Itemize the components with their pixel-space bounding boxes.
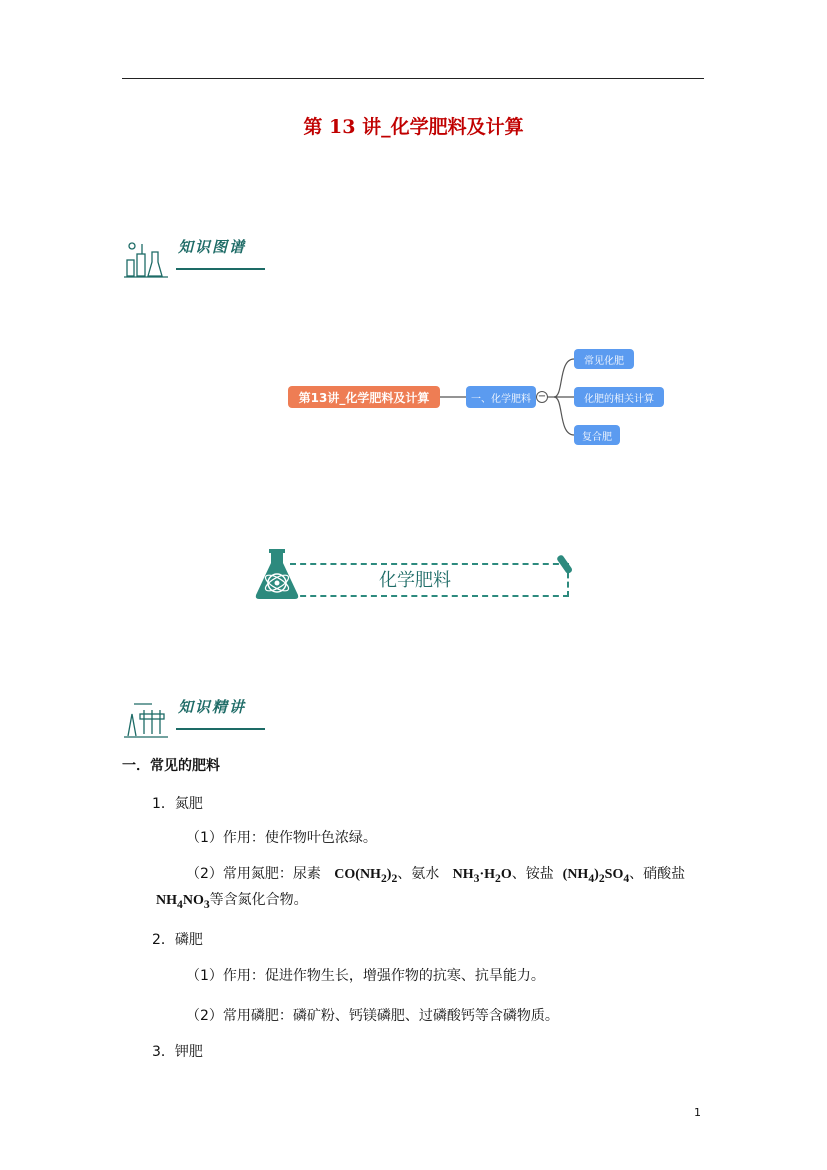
section-underline <box>176 268 265 270</box>
collapse-toggle-icon[interactable]: − <box>537 391 547 402</box>
content-heading: 一．常见的肥料 <box>122 758 220 774</box>
formula-ammonia: $NH_3\cdot H_2O$ <box>452 867 512 885</box>
page-title: 第 13 讲_化学肥料及计算 <box>303 116 524 138</box>
section-label: 知识精讲 <box>178 698 247 716</box>
item-phosphorus: 2．磷肥 <box>152 932 203 948</box>
item-phosphorus-function: （1）作用：促进作物生长，增强作物的抗寒、抗旱能力。 <box>186 968 545 984</box>
page-number: 1 <box>694 1106 701 1119</box>
section-underline <box>176 728 265 730</box>
item-phosphorus-common: （2）常用磷肥：磷矿粉、钙镁磷肥、过磷酸钙等含磷物质。 <box>186 1008 559 1024</box>
text: 、硝酸盐 <box>629 866 686 882</box>
item-nitrogen-common-cont <box>156 890 308 915</box>
mindmap-leaf-calc[interactable]: 化肥的相关计算 <box>574 387 664 407</box>
text: 、氨水 <box>397 866 440 882</box>
item-nitrogen-common <box>186 864 685 889</box>
mindmap-node-fertilizer[interactable]: 一、化学肥料 <box>466 386 536 408</box>
formula-ammonium-nitrate: $NH_4NO_3$ <box>156 893 210 911</box>
test-tube-rack-icon <box>124 700 168 738</box>
text: 、铵盐 <box>511 866 554 882</box>
mindmap-leaf-compound[interactable]: 复合肥 <box>574 425 620 445</box>
section-label: 知识图谱 <box>178 238 247 256</box>
section-knowledge-explain <box>122 692 272 742</box>
item-nitrogen-function: （1）作用：使作物叶色浓绿。 <box>186 830 377 846</box>
section-knowledge-map <box>122 232 272 282</box>
formula-urea: $CO(NH_2)_2$ <box>334 867 398 885</box>
header-rule <box>122 78 704 79</box>
text: （2）常用氮肥：尿素 <box>186 866 321 882</box>
mindmap-root-node[interactable]: 第13讲_化学肥料及计算 <box>288 386 440 408</box>
item-potassium: 3．钾肥 <box>152 1044 203 1060</box>
lab-equipment-icon <box>124 240 168 278</box>
formula-ammonium-sulfate: $(NH_4)_2SO_4$ <box>562 867 630 885</box>
mindmap-leaf-common[interactable]: 常见化肥 <box>574 349 634 369</box>
test-tube-icon <box>553 552 577 578</box>
banner-title: 化学肥料 <box>379 570 451 591</box>
item-nitrogen: 1．氮肥 <box>152 796 203 812</box>
text: 等含氮化合物。 <box>209 892 308 908</box>
